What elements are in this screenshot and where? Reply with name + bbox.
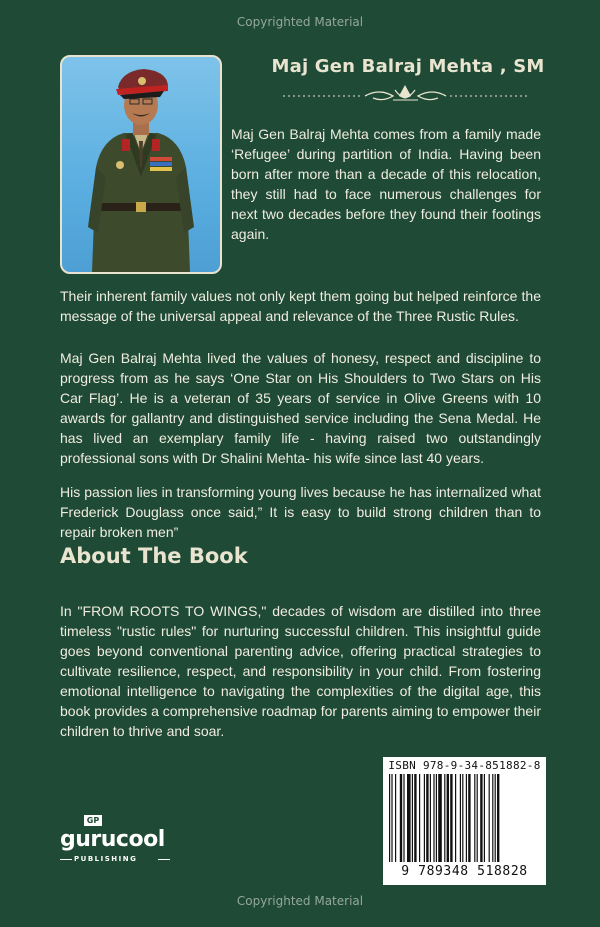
barcode-bar [477,774,478,862]
publisher-subtitle: PUBLISHING [74,855,138,863]
barcode-bar [455,774,456,862]
barcode-bar [444,774,445,862]
barcode-bar [391,774,392,862]
barcode-bar [450,774,452,862]
barcode-bar [495,774,496,862]
isbn-label: ISBN 978-9-34-851882-8 [388,759,541,772]
publisher-name: gurucool [60,827,165,852]
copyright-watermark-top: Copyrighted Material [236,15,364,29]
barcode-bar [460,774,461,862]
barcode-bar [426,774,428,862]
barcode-bar [403,774,404,862]
author-bio-intro: Maj Gen Balraj Mehta comes from a family made ‘Refugee’ during partition of India. Having been born after more than a decade of this relocation, they still had to face numerous challenges for next two decades before they found their footings again. [231,126,541,242]
author-photo [60,55,222,274]
barcode-bar [466,774,467,862]
logo-rule-left [60,859,72,860]
about-book-heading: About The Book [60,544,248,568]
barcode-bar [447,774,449,862]
barcode-bar [480,774,482,862]
barcode-bar [484,774,485,862]
bio-paragraph-career: Maj Gen Balraj Mehta lived the values of honesy, respect and discipline to progress from as he says ‘One Star on His Shoulders to Two Stars on His Car Flag’. He is a veteran of 35 years of service in Olive Greens with 10 awards for gallantry and distinguished service including the Sena Medal. He has lived an exemplary family life - having raised two outstandingly professional sons with Dr Shalini Mehta- his wife since last 40 years. [60,350,541,466]
barcode-bar [492,774,493,862]
barcode-bar [414,774,416,862]
barcode-bar [424,774,425,862]
barcode-bar [462,774,463,862]
decorative-divider-ornament [283,82,528,106]
author-name-heading: Maj Gen Balraj Mehta , SM [271,56,545,77]
officer-portrait-illustration [62,57,220,272]
barcode-bar [474,774,475,862]
bio-paragraph-passion: His passion lies in transforming young lives because he has internalized what Frederick Douglass once said,” It is easy to build strong children than to repair broken men” [60,484,541,540]
barcode-bar [400,774,402,862]
barcode-bar [395,774,396,862]
barcode-bar [468,774,470,862]
barcode-bar [433,774,434,862]
barcode-bar [438,774,442,862]
bio-paragraph-family-values: Their inherent family values not only kept them going but helped reinforce the message of the universal appeal and relevance of the Three Rustic Rules. [60,288,541,324]
barcode-bar [419,774,420,862]
copyright-watermark-bottom: Copyrighted Material [236,894,364,908]
barcode-bar [497,774,499,862]
publisher-logo [60,815,170,875]
barcode-bar [430,774,431,862]
publisher-badge: GP [84,815,102,826]
isbn-barcode [383,757,546,885]
about-book-description: In "FROM ROOTS TO WINGS," decades of wisdom are distilled into three timeless "rustic rules" for nurturing successful children. This insightful guide goes beyond conventional parenting advice, offering practical strategies to cultivate resilience, respect, and responsibility in your child. From fostering emotional intelligence to navigating the complexities of the digital age, this book provides a comprehensive roadmap for parents aiming to empower their children to thrive and soar. [60,603,541,739]
barcode-bar [389,774,390,862]
logo-rule-right [158,859,170,860]
isbn-digits: 9 789348 518828 [401,864,528,879]
barcode-bar [489,774,490,862]
barcode-bar [436,774,437,862]
barcode-bar [407,774,411,862]
barcode-bar [412,774,413,862]
barcode-bars [389,774,540,862]
